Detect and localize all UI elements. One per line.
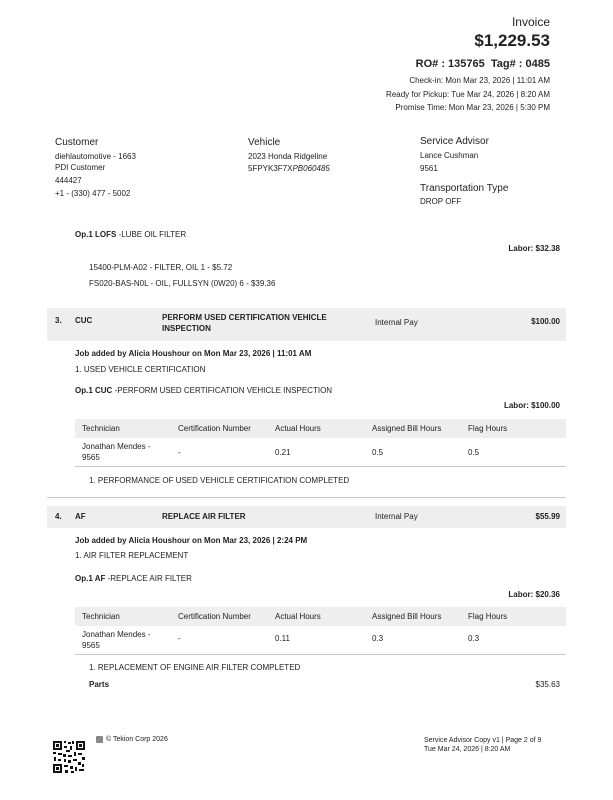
job3-pay-type: Internal Pay bbox=[375, 318, 418, 327]
document-title: Invoice bbox=[511, 15, 550, 29]
invoice-total: $1,229.53 bbox=[474, 31, 550, 50]
transportation-type: DROP OFF bbox=[420, 197, 462, 206]
copy-page-info: Service Advisor Copy v1 | Page 2 of 9 bbox=[424, 737, 542, 744]
customer-phone: +1 - (330) 477 - 5002 bbox=[55, 189, 131, 198]
prev-part-line: 15400-PLM-A02 - FILTER, OIL 1 - $5.72 bbox=[89, 263, 233, 272]
tech-col-cert: Certification Number bbox=[178, 424, 251, 433]
customer-name: diehlautomotive - 1663 bbox=[55, 152, 136, 161]
job4-parts-label: Parts bbox=[89, 680, 110, 689]
flag-hours: 0.5 bbox=[468, 448, 480, 457]
job4-amount: $55.99 bbox=[535, 512, 560, 521]
footer-copyright bbox=[96, 736, 168, 743]
job3-op-line bbox=[75, 386, 332, 395]
flag-hours: 0.3 bbox=[468, 634, 480, 643]
assigned-hours: 0.5 bbox=[372, 448, 384, 457]
footer-copy-info bbox=[424, 736, 541, 754]
technician-name: Jonathan Mendes - bbox=[82, 442, 151, 451]
tech-col-flag: Flag Hours bbox=[468, 424, 508, 433]
job-header-bar bbox=[47, 506, 566, 528]
tech-col-actual: Actual Hours bbox=[275, 612, 321, 621]
divider bbox=[75, 466, 566, 467]
customer-id: 444427 bbox=[55, 176, 82, 185]
qr-code-icon bbox=[52, 740, 86, 774]
actual-hours: 0.11 bbox=[275, 634, 290, 643]
technician-id: 9565 bbox=[82, 453, 100, 462]
copyright-text: © Tekion Corp 2026 bbox=[106, 736, 168, 743]
table-row-technician bbox=[82, 441, 151, 463]
job3-correction: 1. PERFORMANCE OF USED VEHICLE CERTIFICATION COMPLETED bbox=[89, 476, 350, 485]
vin-prefix: 5FPYK3F7X bbox=[248, 164, 293, 173]
advisor-name: Lance Cushman bbox=[420, 151, 479, 160]
technician-name: Jonathan Mendes - bbox=[82, 630, 151, 639]
job4-title: REPLACE AIR FILTER bbox=[162, 512, 246, 521]
assigned-hours: 0.3 bbox=[372, 634, 384, 643]
tech-col-assigned: Assigned Bill Hours bbox=[372, 612, 442, 621]
job3-added-by: Job added by Alicia Houshour on Mon Mar 23, 2026 | 11:01 AM bbox=[75, 349, 312, 358]
job3-labor-amount: Labor: $100.00 bbox=[503, 401, 560, 410]
tag-number: Tag# : 0485 bbox=[490, 58, 550, 70]
prev-labor-amount: Labor: $32.38 bbox=[508, 244, 560, 253]
customer-heading: Customer bbox=[55, 137, 99, 148]
job4-parts-amount: $35.63 bbox=[535, 680, 560, 689]
job4-op-desc: -REPLACE AIR FILTER bbox=[105, 574, 192, 583]
transportation-heading: Transportation Type bbox=[420, 183, 509, 194]
customer-type: PDI Customer bbox=[55, 163, 106, 172]
prev-part-line: FS020-BAS-N0L - OIL, FULLSYN (0W20) 6 - $39.36 bbox=[89, 279, 276, 288]
divider bbox=[47, 497, 566, 498]
prev-op-line bbox=[75, 230, 186, 239]
technician-id: 9565 bbox=[82, 641, 100, 650]
job4-pay-type: Internal Pay bbox=[375, 512, 418, 521]
cert-number: - bbox=[178, 634, 181, 643]
job4-concern: 1. AIR FILTER REPLACEMENT bbox=[75, 551, 189, 560]
job3-op-code: Op.1 CUC bbox=[75, 386, 113, 395]
vehicle-heading: Vehicle bbox=[248, 137, 281, 148]
actual-hours: 0.21 bbox=[275, 448, 291, 457]
divider bbox=[75, 654, 566, 655]
tech-col-actual: Actual Hours bbox=[275, 424, 321, 433]
advisor-id: 9561 bbox=[420, 164, 438, 173]
job4-added-by: Job added by Alicia Houshour on Mon Mar 23, 2026 | 2:24 PM bbox=[75, 536, 308, 545]
tech-col-assigned: Assigned Bill Hours bbox=[372, 424, 442, 433]
job3-code: CUC bbox=[75, 316, 93, 325]
job3-concern: 1. USED VEHICLE CERTIFICATION bbox=[75, 365, 206, 374]
vehicle-model: 2023 Honda Ridgeline bbox=[248, 152, 328, 161]
job3-title-line2: INSPECTION bbox=[162, 324, 211, 333]
job4-number: 4. bbox=[55, 512, 62, 521]
vehicle-vin bbox=[248, 164, 330, 173]
job3-number: 3. bbox=[55, 316, 62, 325]
check-in-time: Check-in: Mon Mar 23, 2026 | 11:01 AM bbox=[409, 76, 550, 85]
table-row-technician bbox=[82, 629, 151, 651]
job4-op-line bbox=[75, 574, 192, 583]
tech-col-cert: Certification Number bbox=[178, 612, 251, 621]
tech-col-technician: Technician bbox=[82, 612, 120, 621]
job3-title bbox=[162, 312, 327, 334]
job4-labor-amount: Labor: $20.36 bbox=[508, 590, 560, 599]
cert-number: - bbox=[178, 448, 181, 457]
job3-amount: $100.00 bbox=[531, 317, 560, 326]
tech-col-technician: Technician bbox=[82, 424, 120, 433]
tekion-logo-icon bbox=[96, 736, 103, 743]
job4-code: AF bbox=[75, 512, 86, 521]
job3-op-desc: -PERFORM USED CERTIFICATION VEHICLE INSPECTION bbox=[112, 386, 333, 395]
prev-op-desc: -LUBE OIL FILTER bbox=[116, 230, 187, 239]
ro-tag-line bbox=[416, 58, 550, 70]
job4-op-code: Op.1 AF bbox=[75, 574, 106, 583]
ro-number: RO# : 135765 bbox=[415, 58, 485, 70]
promise-time: Promise Time: Mon Mar 23, 2026 | 5:30 PM bbox=[395, 103, 550, 112]
printed-timestamp: Tue Mar 24, 2026 | 8:20 AM bbox=[424, 746, 511, 753]
job3-title-line1: PERFORM USED CERTIFICATION VEHICLE bbox=[162, 313, 327, 322]
ready-for-pickup-time: Ready for Pickup: Tue Mar 24, 2026 | 8:20 AM bbox=[386, 90, 550, 99]
tech-col-flag: Flag Hours bbox=[468, 612, 508, 621]
advisor-heading: Service Advisor bbox=[420, 136, 489, 147]
prev-op-code: Op.1 LOFS bbox=[75, 230, 117, 239]
job4-correction: 1. REPLACEMENT OF ENGINE AIR FILTER COMPLETED bbox=[89, 663, 301, 672]
vin-suffix: PB060485 bbox=[292, 164, 330, 173]
